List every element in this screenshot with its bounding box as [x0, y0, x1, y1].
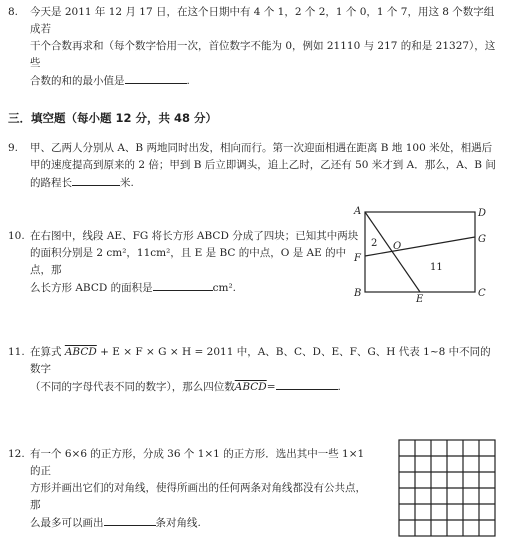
label-e: E: [416, 294, 424, 304]
question-text-line: 的路程长: [30, 177, 72, 189]
question-text-line: 方形并画出它们的对角线，使得所画出的任何两条对角线都没有公共点，那: [30, 482, 366, 511]
answer-blank[interactable]: [153, 279, 213, 291]
overlined-number: ABCD: [234, 381, 267, 393]
label-o: O: [393, 241, 402, 252]
rectangle-abcd: [365, 212, 475, 292]
label-b: B: [354, 288, 362, 299]
answer-blank[interactable]: [276, 378, 338, 390]
rectangle-figure: [350, 204, 495, 304]
segment-fg: [365, 237, 475, 256]
section-title: 三．填空题（每小题 12 分，共 48 分）: [8, 111, 218, 125]
question-text-line: 甲、乙两人分别从 A、B 两地同时出发，相向而行。第一次迎面相遇在距离 B 地 100 米处，相遇后: [30, 142, 493, 154]
answer-blank[interactable]: [72, 174, 120, 186]
question-text-line: 干个合数再求和（每个数字恰用一次，首位数字不能为 0，例如 21110 与 217 的和是 21327），这些: [30, 40, 496, 69]
question-number: 12.: [8, 448, 25, 460]
label-d: D: [478, 208, 487, 219]
area-label-small: 2: [371, 238, 378, 249]
question-text-line: 在右图中，线段 AE、FG 将长方形 ABCD 分成了四块；已知其中两块: [30, 230, 359, 242]
label-a: A: [354, 206, 362, 217]
answer-blank[interactable]: [125, 72, 187, 84]
question-number: 10.: [8, 230, 25, 242]
question-text-line: 有一个 6×6 的正方形，分成 36 个 1×1 的正方形．选出其中一些 1×1 的正: [30, 448, 365, 477]
question-number: 11.: [8, 346, 25, 358]
overlined-number: ABCD: [64, 346, 97, 358]
question-text-line: 的面积分别是 2 cm²，11cm²，且 E 是 BC 的中点，O 是 AE 的中点，那: [30, 247, 347, 276]
segment-ae: [365, 212, 420, 292]
question-text-line: 今天是 2011 年 12 月 17 日，在这个日期中有 4 个 1，2 个 2，1 个 0，1 个 7，用这 8 个数字组成若: [30, 6, 495, 35]
question-text-line: 么长方形 ABCD 的面积是: [30, 282, 153, 294]
answer-blank[interactable]: [104, 514, 156, 526]
label-f: F: [354, 253, 361, 264]
grid-6x6-figure: [397, 438, 497, 538]
label-c: C: [478, 288, 486, 299]
question-number: 8.: [8, 6, 19, 18]
question-text-line: 甲的速度提高到原来的 2 倍；甲到 B 后立即调头，追上乙时，乙还有 50 米才到 A．那么，A、B 间: [30, 159, 496, 171]
area-label-large: 11: [430, 262, 443, 273]
question-number: 9.: [8, 142, 19, 154]
question-text-line: 合数的和的最小值是: [30, 75, 125, 87]
label-g: G: [478, 234, 486, 245]
